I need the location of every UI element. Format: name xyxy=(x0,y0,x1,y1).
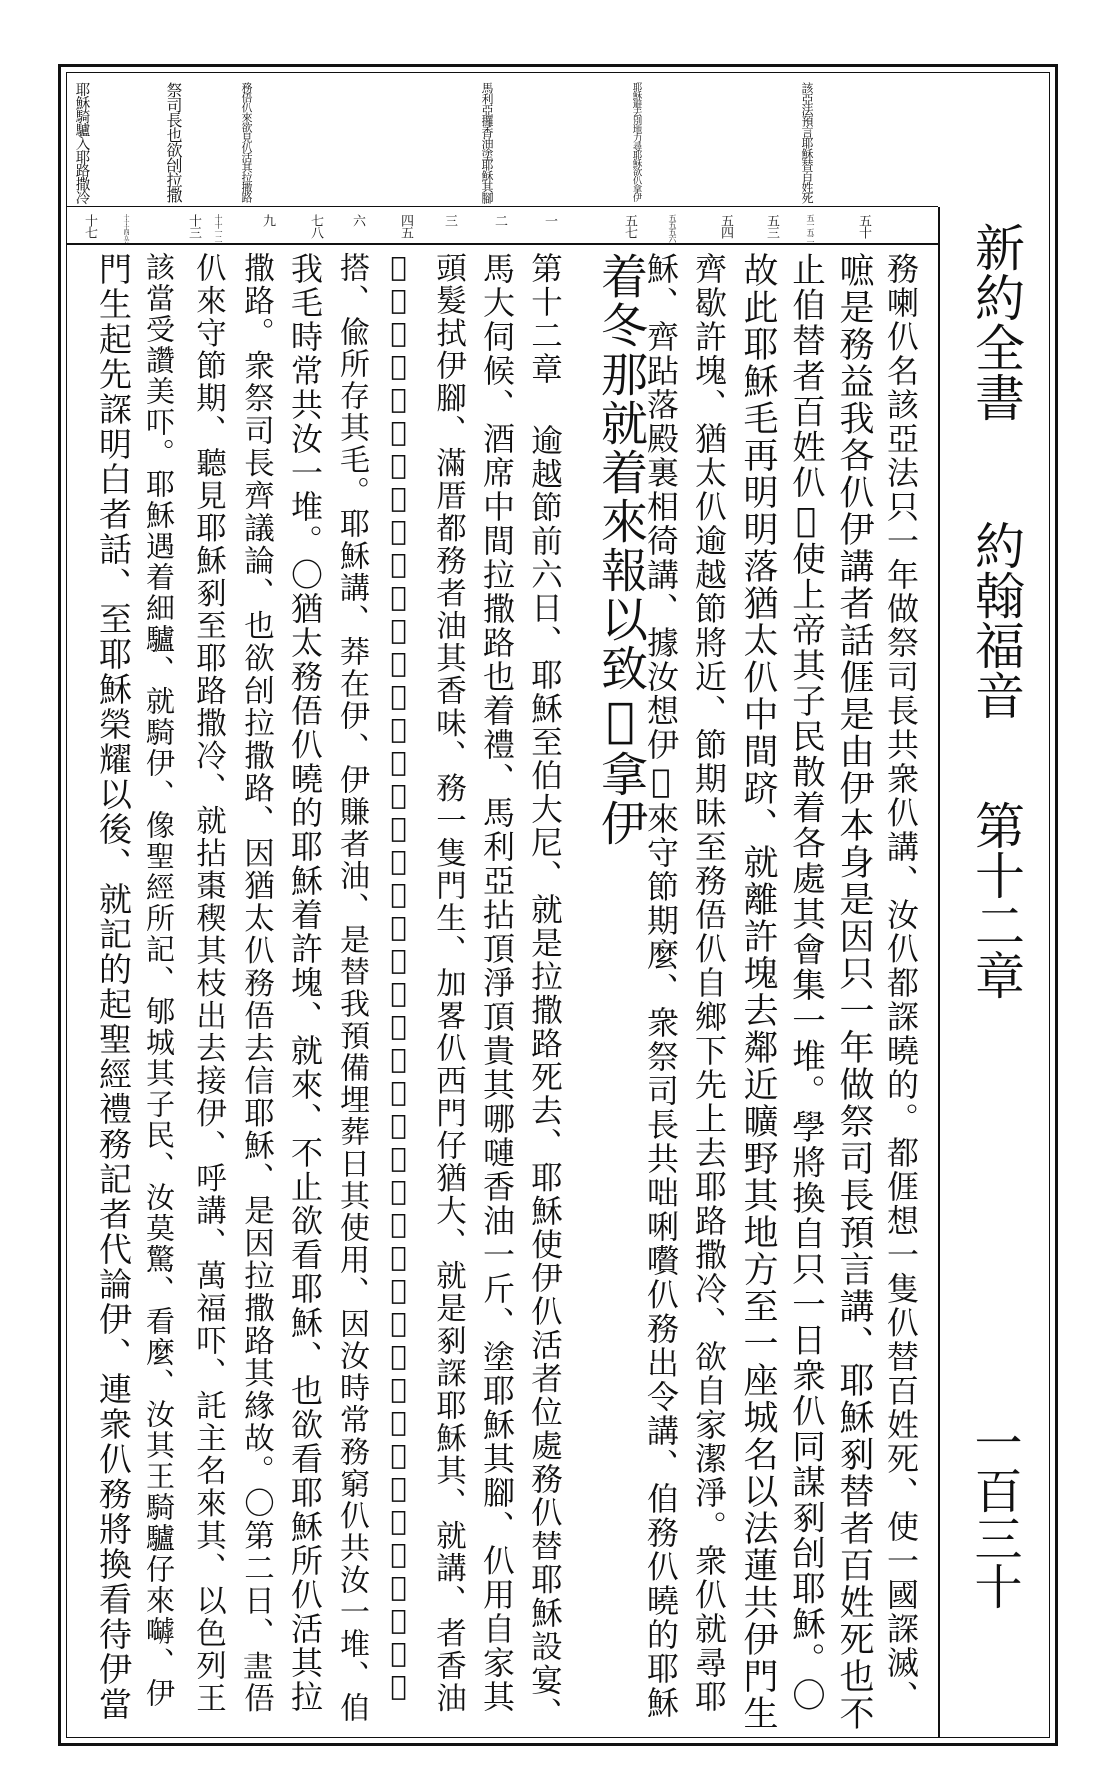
marginal-note: 馬利亞攞香油塗耶穌其腳 xyxy=(480,82,494,203)
text-column: 該當受讚美吓。耶穌遇着細驢、就騎伊、像聖經所記、郇城其子民、汝莫驚、看麼、汝其王騎驢仔來嚹、伊 xyxy=(142,252,176,1709)
text-column: 第十二章 逾越節前六日、耶穌至伯大尼、就是拉撒路死去、耶穌使伊仈活者位處務仈替耶穌設宴、 xyxy=(526,252,563,1731)
text-column: 着冬那就着來報以致𠑆拿伊 xyxy=(593,252,648,848)
page-number: 一百三十 xyxy=(966,1418,1022,1610)
text-column: 頭髮拭伊腳、滿厝都務者油其香味、務一隻門生、加畧仈西門仔猶大、就是剢𧨾耶穌其、就講、者香油 xyxy=(430,252,466,1715)
line-number: 九 xyxy=(260,214,275,226)
line-number: 七八 xyxy=(308,214,323,238)
line-number: 十十一二 xyxy=(214,214,223,242)
book-title: 新約全書 xyxy=(967,222,1025,422)
line-number: 二 xyxy=(492,214,507,226)
line-number: 十七 xyxy=(82,214,97,238)
text-column: 嗻是務益我各仈伊講者話𠊎是由伊本身是因只一年做祭司長預言講、耶穌剢替者百姓死也不 xyxy=(834,252,874,1732)
marginal-note: 該亞法預言耶穌替百姓死 xyxy=(800,82,814,203)
text-column: 穌、齊跕落殿裏相徛講、據汝想伊𠑆來守節期麼、衆祭司長共咄唎嚽仈務出令講、㑑務仈曉的耶穌 xyxy=(642,252,680,1720)
chapter-heading: 第十二章 xyxy=(967,800,1025,1000)
marginal-note: 耶穌避去別地力尋耶穌欲仈拿伊 xyxy=(630,82,642,201)
text-column: 齊歇許塊、猶太仈逾越節將近、節期昧至務俉仈自鄉下先上去耶路撒冷、欲自家潔淨。衆仈就尋耶 xyxy=(690,252,728,1714)
text-column: 仈來守節期、聽見耶穌剢至耶路撒冷、就拈棗稧其枝出去接伊、呼講、萬福吓、託主名來其、以色列王 xyxy=(190,252,226,1715)
line-number: 五一五二 xyxy=(806,214,815,242)
line-number: 十十十四五六 xyxy=(122,214,129,244)
text-column: 止㑑替者百姓仈𠑆使上帝其子民散着各處其會集一堆。學將換自只一日衆仈同謀剢刣耶穌。〇 xyxy=(786,252,826,1713)
line-number: 五五五六 xyxy=(668,214,677,242)
line-number: 五三 xyxy=(764,214,779,238)
marginal-note: 祭司長也欲刣拉撒 xyxy=(164,82,183,202)
text-column: 撒路。衆祭司長齊議論、也欲刣拉撒路、因猶太仈務俉去信耶穌、是因拉撒路其緣故。〇第二日、𥁞俉 xyxy=(238,252,274,1715)
text-column: 馬大伺候、酒席中間拉撒路也着禮、馬利亞拈頂淨頂貴其哪嗹香油一斤、塗耶穌其腳、仈用自家其 xyxy=(478,252,516,1714)
text-column: 我毛時常共汝一堆。〇猶太務俉仈曉的耶穌着許塊、就來、不止欲看耶穌、也欲看耶穌所仈活其拉 xyxy=(286,252,324,1714)
line-number: 四五 xyxy=(398,214,413,238)
text-column: 故此耶穌毛再明明落猶太仈中間跻、就離許塊去鄰近曠野其地方至一座城名以法蓮共伊門生 xyxy=(738,252,778,1732)
marginal-note: 務俉仈來欲見仈活其拉撒路 xyxy=(240,82,253,202)
line-number: 一 xyxy=(542,214,557,226)
text-column: 𠑆値的三十兩銀、將其伓𧨾去掏來賙濟窮仈呢、猶大講者話、𠊎是欲照顧窮仈、是因伊做賊、仈管錢 xyxy=(383,252,414,1704)
text-column: 搭、偸所存其毛。耶穌講、莽在伊、伊賺者油、是替我預備埋葬日其使用、因汝時常務窮仈共汝一堆、㑑 xyxy=(334,252,369,1724)
text-column: 門生起先𧨾明白者話、至耶穌榮耀以後、就記的起聖經禮務記者代論伊、連衆仈務將換看待伊當 xyxy=(94,252,133,1722)
line-number: 五四 xyxy=(718,214,733,238)
line-number: 十三 xyxy=(186,214,201,238)
line-number: 六 xyxy=(350,214,365,226)
line-number: 五十 xyxy=(856,214,871,238)
line-number: 五七 xyxy=(622,214,637,238)
gospel-title: 約翰福音 xyxy=(967,520,1025,720)
marginal-note: 耶穌騎驢入耶路撒冷 xyxy=(73,82,90,204)
text-column: 務喇仈名該亞法只一年做祭司長共衆仈講、汝仈都𧨾曉的。都𠊎想一隻仈替百姓死、使一國𧨾滅、 xyxy=(882,252,920,1714)
line-number: 三 xyxy=(442,214,457,226)
